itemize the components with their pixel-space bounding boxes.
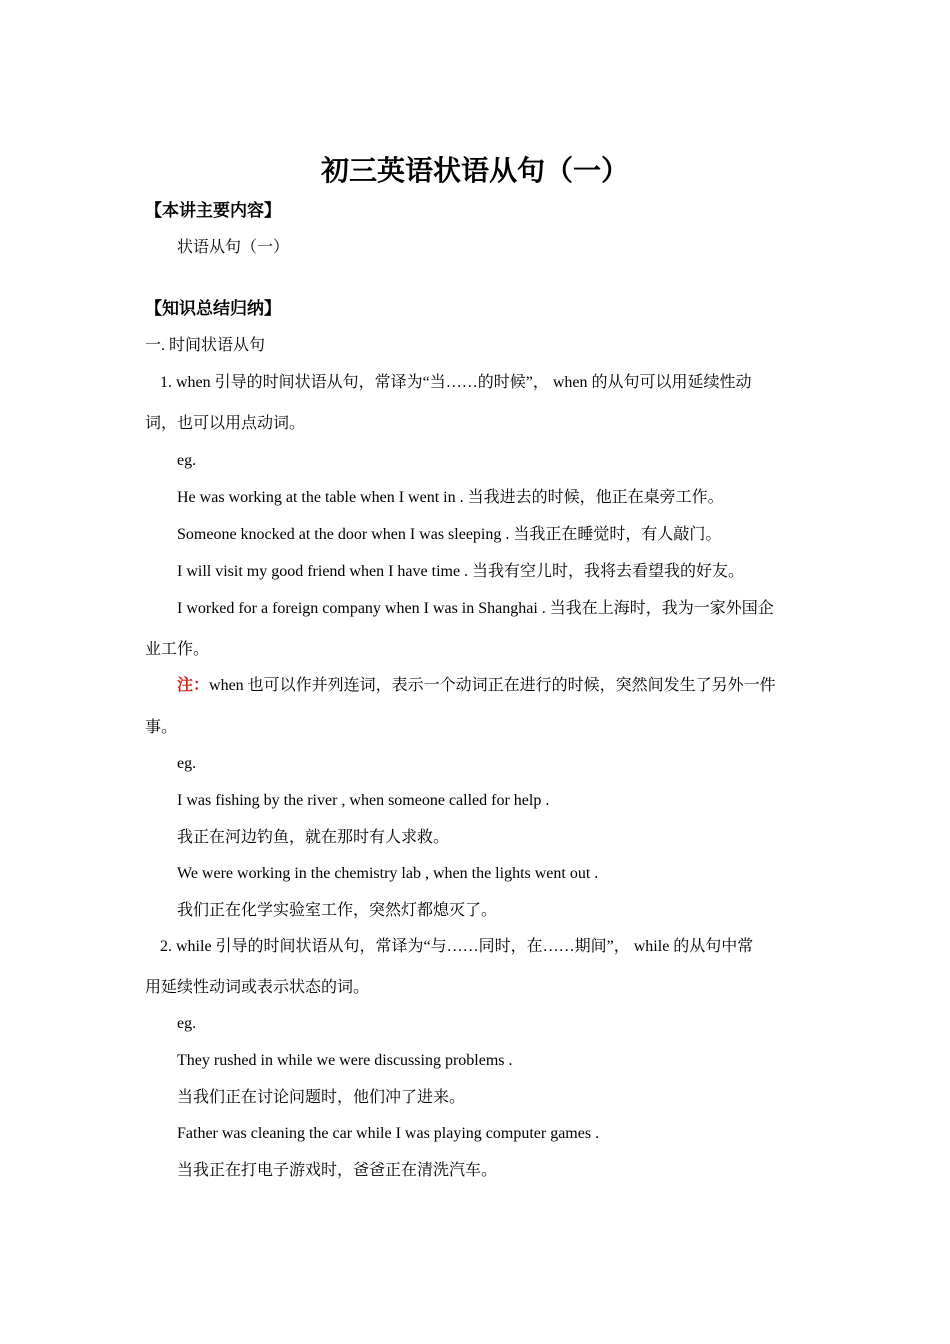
example-line: I worked for a foreign company when I was in Shanghai . 当我在上海时，我为一家外国企 [177, 600, 774, 617]
example-chinese: 我们正在化学实验室工作，突然灯都熄灭了。 [177, 902, 498, 919]
eg-label: eg. [177, 1015, 197, 1032]
note-paragraph [177, 675, 776, 697]
example-english: They rushed in while we were discussing problems . [177, 1052, 513, 1069]
main-content-heading: 【本讲主要内容】 [145, 201, 281, 220]
example-english: I was fishing by the river , when someone called for help . [177, 792, 550, 809]
point-2-line-1: 2. while 引导的时间状语从句，常译为“与……同时，在……期间”， while 的从句中常 [160, 938, 754, 955]
example-english: Father was cleaning the car while I was playing computer games . [177, 1125, 600, 1142]
note-text: when 也可以作并列连词，表示一个动词正在进行的时候，突然间发生了另外一件 [209, 677, 776, 694]
point-1-line-2: 词，也可以用点动词。 [145, 415, 306, 432]
section-title: 一. 时间状语从句 [145, 337, 266, 354]
example-line: I will visit my good friend when I have time . 当我有空儿时，我将去看望我的好友。 [177, 563, 745, 580]
page-title: 初三英语状语从句（一） [320, 156, 629, 187]
example-chinese: 当我正在打电子游戏时，爸爸正在清洗汽车。 [177, 1162, 498, 1179]
main-content-text: 状语从句（一） [177, 239, 290, 256]
note-text-continued: 事。 [145, 719, 178, 736]
example-chinese: 当我们正在讨论问题时，他们冲了进来。 [177, 1089, 466, 1106]
eg-label: eg. [177, 755, 197, 772]
eg-label: eg. [177, 452, 197, 469]
example-line: Someone knocked at the door when I was sleeping . 当我正在睡觉时，有人敲门。 [177, 526, 722, 543]
example-line: He was working at the table when I went in . 当我进去的时候，他正在桌旁工作。 [177, 489, 724, 506]
example-line-continued: 业工作。 [145, 641, 210, 658]
summary-heading: 【知识总结归纳】 [145, 299, 281, 318]
point-2-line-2: 用延续性动词或表示状态的词。 [145, 979, 370, 996]
point-1-line-1: 1. when 引导的时间状语从句，常译为“当……的时候”， when 的从句可以用延续性动 [160, 374, 752, 391]
example-english: We were working in the chemistry lab , when the lights went out . [177, 865, 599, 882]
note-label: 注： [177, 677, 210, 694]
example-chinese: 我正在河边钓鱼，就在那时有人求救。 [177, 829, 450, 846]
